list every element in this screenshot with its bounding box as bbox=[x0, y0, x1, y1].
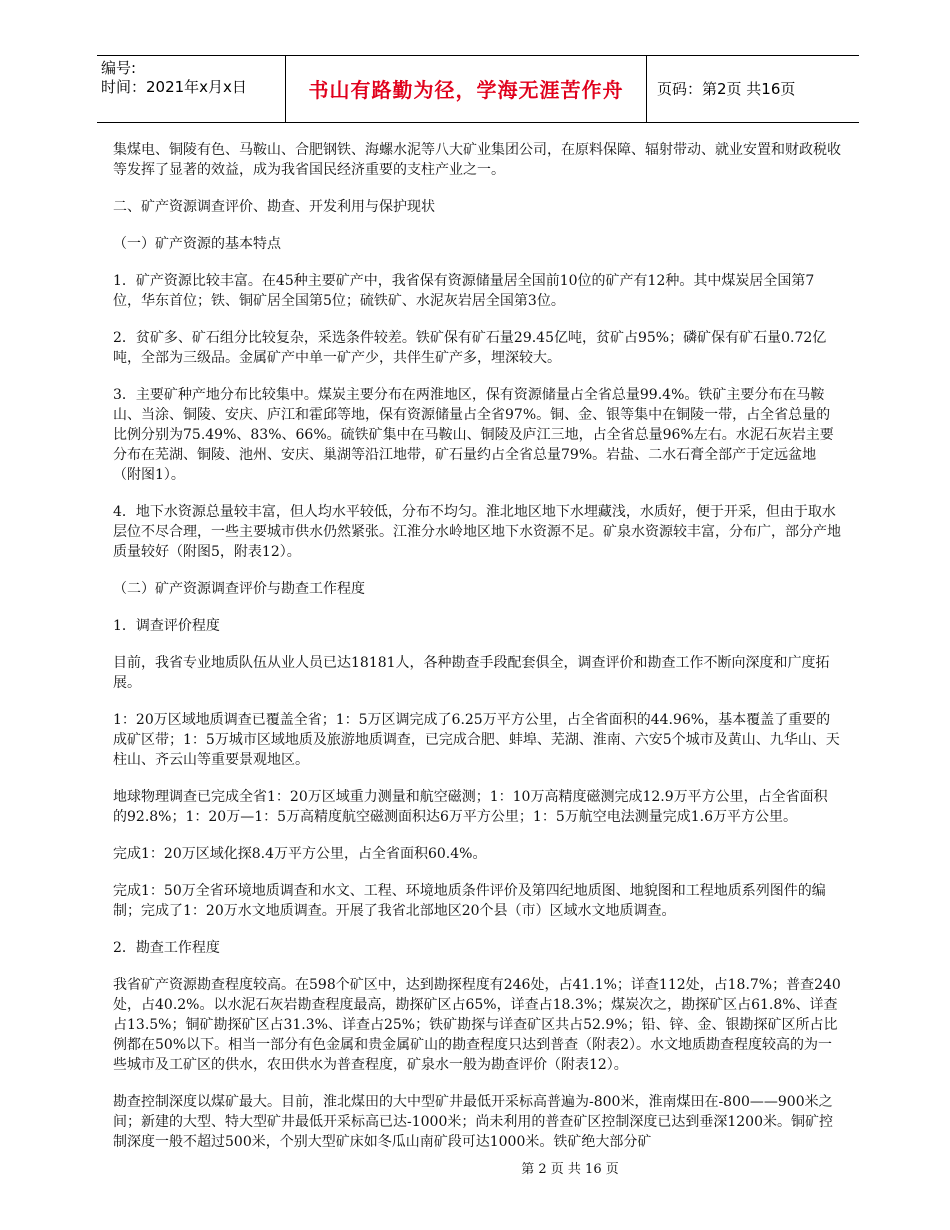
footer-page-number: 第 2 页 共 16 页 bbox=[521, 1162, 619, 1177]
document-body bbox=[113, 140, 841, 1169]
item-heading: 2．勘查工作程度 bbox=[113, 940, 220, 956]
paragraph: 勘查控制深度以煤矿最大。目前，淮北煤田的大中型矿井最低开采标高普遍为-800米，淮南煤田在-800——900米之间；新建的大型、特大型矿井最低开采标高已达-1000米；尚未利用的普查矿区控制深度已达到垂深1200米。铜矿控制深度一般不超过500米，个别大型矿床如冬瓜山南矿段可达1000米。铁矿绝大部分矿 bbox=[113, 1094, 833, 1150]
paragraph: 我省矿产资源勘查程度较高。在598个矿区中，达到勘探程度有246处，占41.1%；详查112处，占18.7%；普查240处，占40.2%。以水泥石灰岩勘查程度最高，勘探矿区占65%，详查占18.3%；煤炭次之，勘探矿区占61.8%、详查占13.5%；铜矿勘探矿区占31.3%、详查占25%；铁矿勘探与详查矿区共占52.9%；铅、锌、金、银勘探矿区所占比例都在50%以下。相当一部分有色金属和贵金属矿山的勘查程度只达到普查（附表2）。水文地质勘查程度较高的为一些城市及工矿区的供水，农田供水为普查程度，矿泉水一般为勘查评价（附表12）。 bbox=[113, 977, 841, 1073]
header-left bbox=[101, 59, 247, 97]
paragraph: 完成1：20万区域化探8.4万平方公里，占全省面积60.4%。 bbox=[113, 846, 487, 862]
paragraph: 2．贫矿多、矿石组分比较复杂，采选条件较差。铁矿保有矿石量29.45亿吨，贫矿占95%；磷矿保有矿石量0.72亿吨，全部为三级品。金属矿产中单一矿产少，共伴生矿产多，埋深较大。 bbox=[113, 330, 827, 366]
item-heading: 1．调查评价程度 bbox=[113, 618, 220, 634]
section-heading: 二、矿产资源调查评价、勘查、开发利用与保护现状 bbox=[113, 199, 435, 215]
document-time: 时间：2021年x月x日 bbox=[101, 78, 247, 96]
header-motto: 书山有路勤为径，学海无涯苦作舟 bbox=[308, 78, 624, 102]
paragraph: 4．地下水资源总量较丰富，但人均水平较低，分布不均匀。淮北地区地下水埋藏浅，水质好，便于开采，但由于取水层位不尽合理，一些主要城市供水仍然紧张。江淮分水岭地区地下水资源不足。矿泉水资源较丰富，分布广，部分产地质量较好（附图5，附表12）。 bbox=[113, 504, 841, 560]
paragraph: 地球物理调查已完成全省1：20万区域重力测量和航空磁测；1：10万高精度磁测完成12.9万平方公里，占全省面积的92.8%；1：20万—1：5万高精度航空磁测面积达6万平方公里；1：5万航空电法测量完成1.6万平方公里。 bbox=[113, 789, 828, 825]
header-motto-cell bbox=[285, 55, 647, 122]
page-footer bbox=[0, 1158, 950, 1177]
paragraph: 1：20万区域地质调查已覆盖全省；1：5万区调完成了6.25万平方公里，占全省面积的44.96%，基本覆盖了重要的成矿区带；1：5万城市区域地质及旅游地质调查，已完成合肥、蚌埠、芜湖、淮南、六安5个城市及黄山、九华山、天柱山、齐云山等重要景观地区。 bbox=[113, 712, 840, 768]
page-header bbox=[97, 55, 859, 123]
document-number-label: 编号: bbox=[101, 59, 137, 77]
subsection-heading: （一）矿产资源的基本特点 bbox=[113, 236, 281, 252]
paragraph: 目前，我省专业地质队伍从业人员已达18181人，各种勘查手段配套俱全，调查评价和勘查工作不断向深度和广度拓展。 bbox=[113, 655, 830, 691]
paragraph: 集煤电、铜陵有色、马鞍山、合肥钢铁、海螺水泥等八大矿业集团公司，在原料保障、辐射带动、就业安置和财政税收等发挥了显著的效益，成为我省国民经济重要的支柱产业之一。 bbox=[113, 142, 841, 178]
subsection-heading: （二）矿产资源调查评价与勘查工作程度 bbox=[113, 581, 365, 597]
paragraph: 完成1：50万全省环境地质调查和水文、工程、环境地质条件评价及第四纪地质图、地貌图和工程地质系列图件的编制；完成了1：20万水文地质调查。开展了我省北部地区20个县（市）区域水文地质调查。 bbox=[113, 883, 826, 919]
header-page-info: 页码：第2页 共16页 bbox=[657, 80, 796, 98]
paragraph: 3．主要矿种产地分布比较集中。煤炭主要分布在两淮地区，保有资源储量占全省总量99.4%。铁矿主要分布在马鞍山、当涂、铜陵、安庆、庐江和霍邱等地，保有资源储量占全省97%。铜、金、银等集中在铜陵一带，占全省总量的比例分别为75.49%、83%、66%。硫铁矿集中在马鞍山、铜陵及庐江三地，占全省总量96%左右。水泥石灰岩主要分布在芜湖、铜陵、池州、安庆、巢湖等沿江地带，矿石量约占全省总量79%。岩盐、二水石膏全部产于定远盆地（附图1）。 bbox=[113, 387, 834, 483]
header-bottom-rule bbox=[97, 122, 859, 123]
paragraph: 1．矿产资源比较丰富。在45种主要矿产中，我省保有资源储量居全国前10位的矿产有12种。其中煤炭居全国第7位，华东首位；铁、铜矿居全国第5位；硫铁矿、水泥灰岩居全国第3位。 bbox=[113, 273, 815, 309]
